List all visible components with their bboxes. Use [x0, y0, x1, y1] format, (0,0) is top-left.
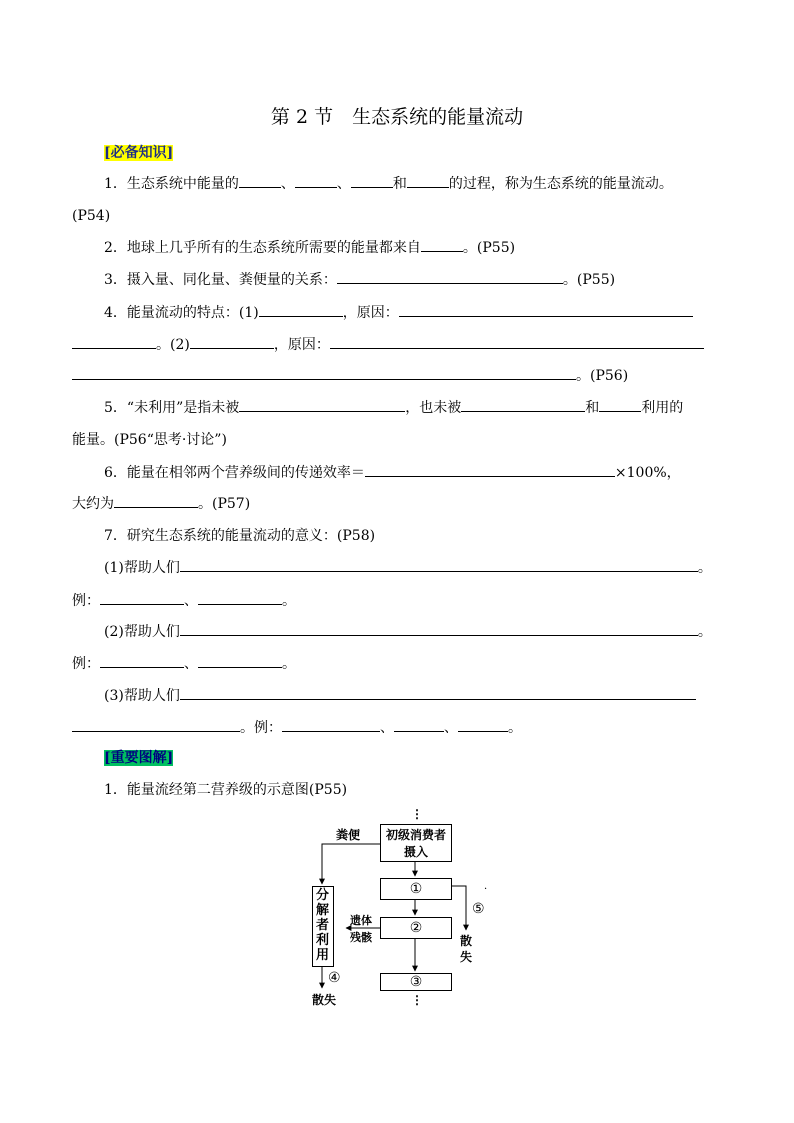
- q6-text-end: 。(P57): [198, 496, 251, 512]
- lost-right-char: 散: [460, 934, 473, 948]
- q7-part3-label: (3)帮助人们: [104, 688, 180, 704]
- q4-reason2-label: ，原因：: [273, 337, 330, 353]
- q6-text-2: 大约为: [72, 496, 114, 512]
- primary-consumer-intake-box: [380, 824, 452, 862]
- period: 。: [508, 720, 522, 736]
- dot-mark: ·: [484, 884, 488, 895]
- section-diagram-label: [重要图解]: [104, 750, 174, 766]
- box-2: [380, 917, 452, 939]
- q7-part2-label: (2)帮助人们: [104, 624, 180, 640]
- ellipsis-bottom: ⋮: [411, 993, 423, 1007]
- q1-text: 1．生态系统中能量的: [104, 176, 239, 192]
- q4-text: 4．能量流动的特点：(1): [104, 305, 259, 321]
- q4-reason-label: ，原因：: [342, 305, 399, 321]
- q5-text-3: 和: [585, 400, 600, 416]
- diagram-caption: 1．能量流经第二营养级的示意图(P55): [104, 782, 348, 798]
- q6-formula-end: ×100%，: [614, 465, 681, 481]
- period: 。: [697, 560, 712, 576]
- ellipsis-top: ⋮: [411, 807, 423, 821]
- question-7: 7．研究生态系统的能量流动的意义：(P58): [104, 528, 376, 544]
- decomposer-char: 解: [316, 903, 330, 918]
- decomposer-char: 用: [316, 948, 330, 963]
- decomposer-char: 者: [316, 918, 330, 933]
- q4-part2-label: 。(2): [156, 337, 190, 353]
- q5-text-2: ，也未被: [405, 400, 462, 416]
- example-label: 例：: [72, 656, 100, 672]
- decomposer-char: 利: [316, 933, 330, 948]
- decomposer-char: 分: [316, 888, 330, 903]
- separator: 和: [392, 176, 407, 192]
- q2-text-end: 。(P55): [462, 240, 516, 256]
- label-5: ⑤: [472, 901, 485, 917]
- separator: 、: [380, 720, 394, 736]
- q5-text-4: 利用的: [641, 400, 684, 416]
- label-4: ④: [328, 970, 341, 986]
- box-1: [380, 878, 452, 900]
- box-3: [380, 973, 452, 991]
- period: 。: [697, 624, 712, 640]
- box-2-label: ②: [409, 920, 423, 936]
- separator: 、: [184, 656, 198, 672]
- separator: 、: [444, 720, 458, 736]
- q4-text-end: 。(P56): [576, 368, 629, 384]
- separator: 、: [184, 593, 198, 609]
- separator: 、: [336, 176, 351, 192]
- section-knowledge-label: [必备知识]: [104, 145, 174, 161]
- q3-text-end: 。(P55): [562, 272, 616, 288]
- intake-label-line2: 摄入: [403, 845, 428, 859]
- remains-label-line2: 残骸: [350, 931, 372, 944]
- example-label: 例：: [72, 593, 100, 609]
- lost-left-label: 散失: [312, 993, 337, 1007]
- example-label: 。例：: [240, 720, 282, 736]
- q2-text: 2．地球上几乎所有的生态系统所需要的能量都来自: [104, 240, 421, 256]
- q5-line2: 能量。(P56“思考·讨论”): [72, 432, 227, 448]
- lost-right-char: 失: [460, 950, 473, 964]
- q3-text: 3．摄入量、同化量、粪便量的关系：: [104, 272, 337, 288]
- q6-text: 6．能量在相邻两个营养级间的传递效率＝: [104, 465, 365, 481]
- q1-text-end: 的过程，称为生态系统的能量流动。: [448, 176, 673, 192]
- q7-part1-label: (1)帮助人们: [104, 560, 180, 576]
- decomposer-box: [312, 886, 334, 967]
- q1-reference: (P54): [72, 208, 111, 224]
- q5-text: 5．“未利用”是指未被: [104, 400, 240, 416]
- box-1-label: ①: [409, 881, 423, 897]
- box-3-label: ③: [409, 974, 423, 990]
- separator: 、: [280, 176, 295, 192]
- intake-label-line1: 初级消费者: [385, 828, 446, 842]
- feces-label: 粪便: [336, 828, 361, 842]
- page-title: 第 2 节 生态系统的能量流动: [270, 106, 524, 128]
- period: 。: [282, 593, 296, 609]
- period: 。: [282, 656, 296, 672]
- remains-label-line1: 遗体: [350, 914, 372, 927]
